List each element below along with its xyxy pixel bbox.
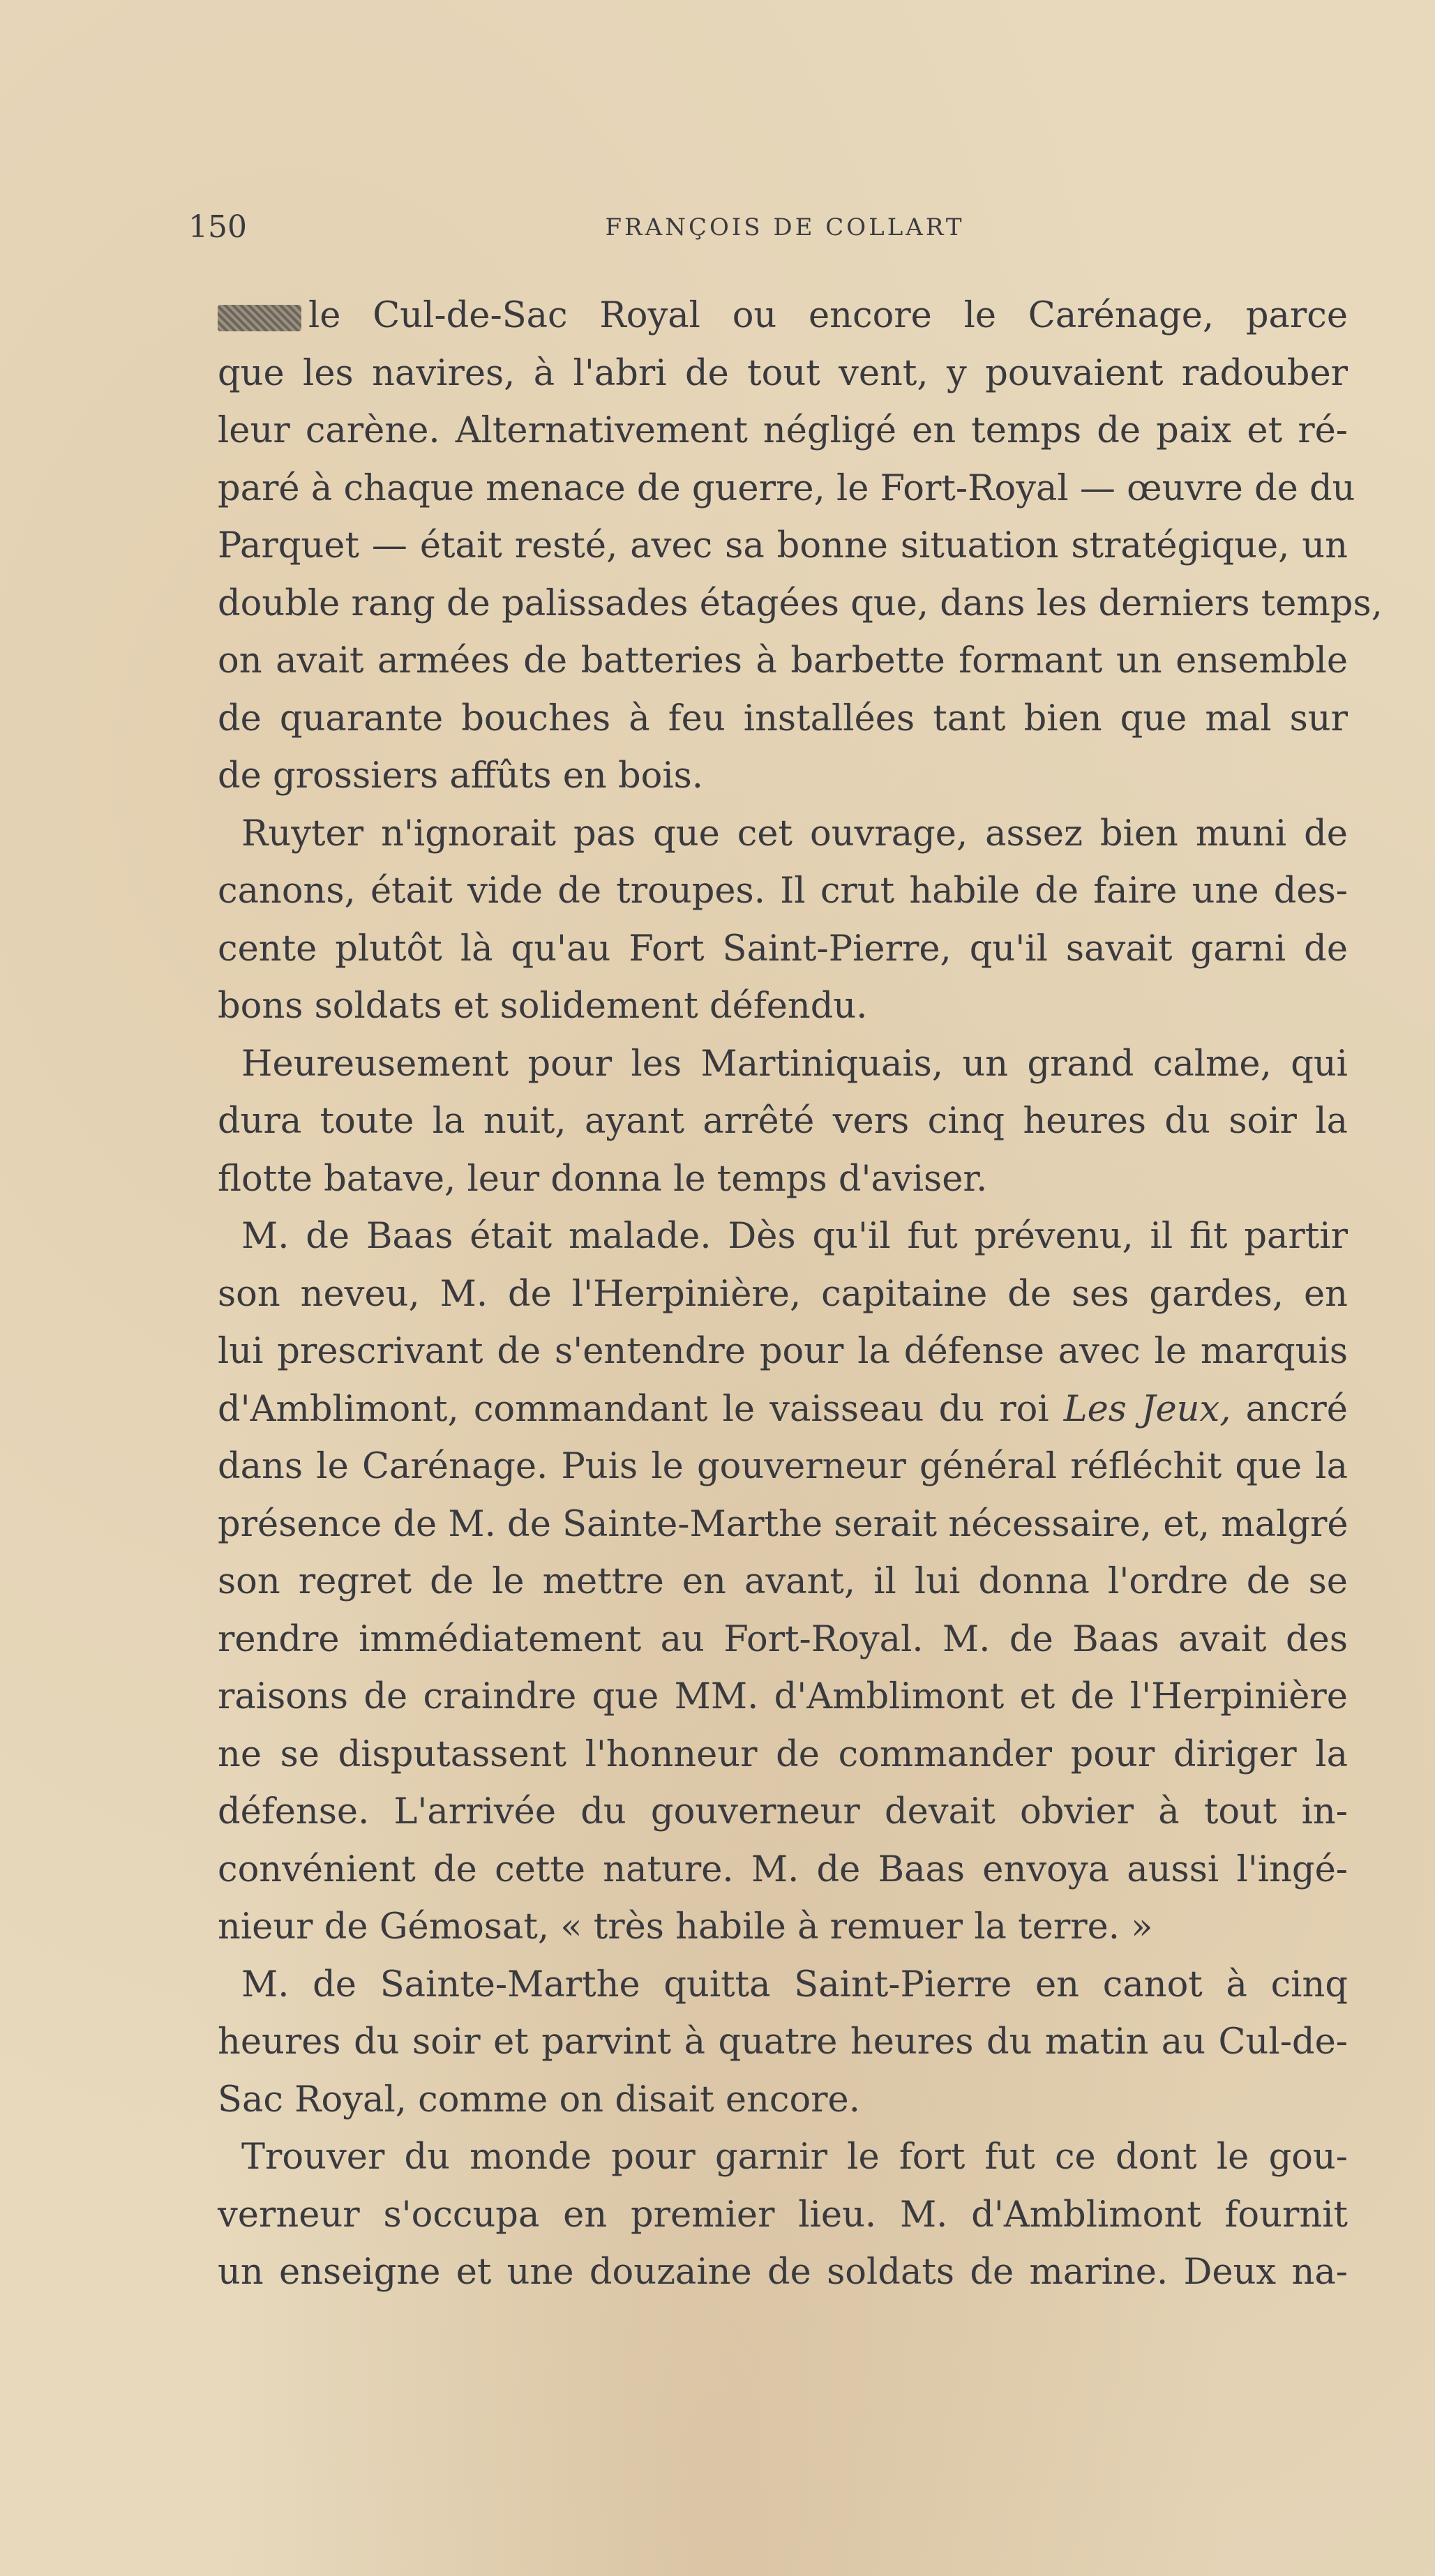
- text-line: nieur de Gémosat, « très habile à remuer la terre. »: [218, 1906, 1153, 1948]
- text-line: ne se disputassent l'honneur de commander pour diriger la: [218, 1733, 1348, 1775]
- text-line: de quarante bouches à feu installées tant bien que mal sur: [218, 698, 1348, 739]
- text-line: son regret de le mettre en avant, il lui donna l'ordre de se: [218, 1561, 1348, 1602]
- text-line: présence de M. de Sainte-Marthe serait nécessaire, et, malgré: [218, 1503, 1348, 1545]
- text-line: d'Amblimont, commandant le vaisseau du roi Les Jeux, ancré: [218, 1388, 1348, 1430]
- text-line: double rang de palissades étagées que, dans les derniers temps,: [218, 582, 1383, 624]
- text-line: que les navires, à l'abri de tout vent, y pouvaient radouber: [218, 352, 1348, 394]
- body-text: [218, 287, 1383, 2302]
- ship-name: Les Jeux,: [1063, 1388, 1231, 1430]
- text-line: canons, était vide de troupes. Il crut habile de faire une des-: [218, 871, 1348, 912]
- text-line: Parquet — était resté, avec sa bonne situation stratégique, un: [218, 525, 1348, 566]
- text-line: Heureusement pour les Martiniquais, un grand calme, qui: [241, 1043, 1348, 1085]
- text-line: défense. L'arrivée du gouverneur devait obvier à tout in-: [218, 1791, 1348, 1832]
- text-line: dura toute la nuit, ayant arrêté vers cinq heures du soir la: [218, 1101, 1348, 1142]
- text-line: convénient de cette nature. M. de Baas envoya aussi l'ingé-: [218, 1848, 1348, 1890]
- text-line: de grossiers affûts en bois.: [218, 755, 704, 797]
- text-line: le Cul-de-Sac Royal ou encore le Carénage, parce: [218, 287, 1348, 345]
- text-line: verneur s'occupa en premier lieu. M. d'Amblimont fournit: [218, 2194, 1348, 2236]
- text-line: M. de Baas était malade. Dès qu'il fut prévenu, il fit partir: [241, 1216, 1348, 1257]
- text-line: Ruyter n'ignorait pas que cet ouvrage, assez bien muni de: [241, 813, 1348, 854]
- text-line: heures du soir et parvint à quatre heures du matin au Cul-de-: [218, 2021, 1348, 2063]
- text-line: lui prescrivant de s'entendre pour la défense avec le marquis: [218, 1331, 1348, 1372]
- running-title: FRANÇOIS DE COLLART: [605, 213, 965, 241]
- text-line: Trouver du monde pour garnir le fort fut ce dont le gou-: [241, 2137, 1348, 2178]
- text-line: rendre immédiatement au Fort-Royal. M. de Baas avait des: [218, 1618, 1348, 1660]
- text-line: dans le Carénage. Puis le gouverneur général réfléchit que la: [218, 1446, 1348, 1487]
- text-line: bons soldats et solidement défendu.: [218, 986, 868, 1027]
- text-line: son neveu, M. de l'Herpinière, capitaine de ses gardes, en: [218, 1273, 1348, 1315]
- text-line: un enseigne et une douzaine de soldats de marine. Deux na-: [218, 2252, 1348, 2293]
- text-line: raisons de craindre que MM. d'Amblimont et de l'Herpinière: [218, 1676, 1348, 1717]
- text-line: flotte batave, leur donna le temps d'aviser.: [218, 1158, 988, 1200]
- text-line: cente plutôt là qu'au Fort Saint-Pierre, qu'il savait garni de: [218, 928, 1348, 970]
- text-line: leur carène. Alternativement négligé en temps de paix et ré-: [218, 410, 1348, 451]
- text-line: on avait armées de batteries à barbette formant un ensemble: [218, 640, 1348, 681]
- page-number: 150: [188, 209, 247, 245]
- text-line: paré à chaque menace de guerre, le Fort-Royal — œuvre de du: [218, 467, 1355, 509]
- text-line: Sac Royal, comme on disait encore.: [218, 2079, 860, 2121]
- ink-smudge: [218, 305, 301, 331]
- page-header: [188, 209, 1353, 258]
- text-line: M. de Sainte-Marthe quitta Saint-Pierre en canot à cinq: [241, 1964, 1348, 2005]
